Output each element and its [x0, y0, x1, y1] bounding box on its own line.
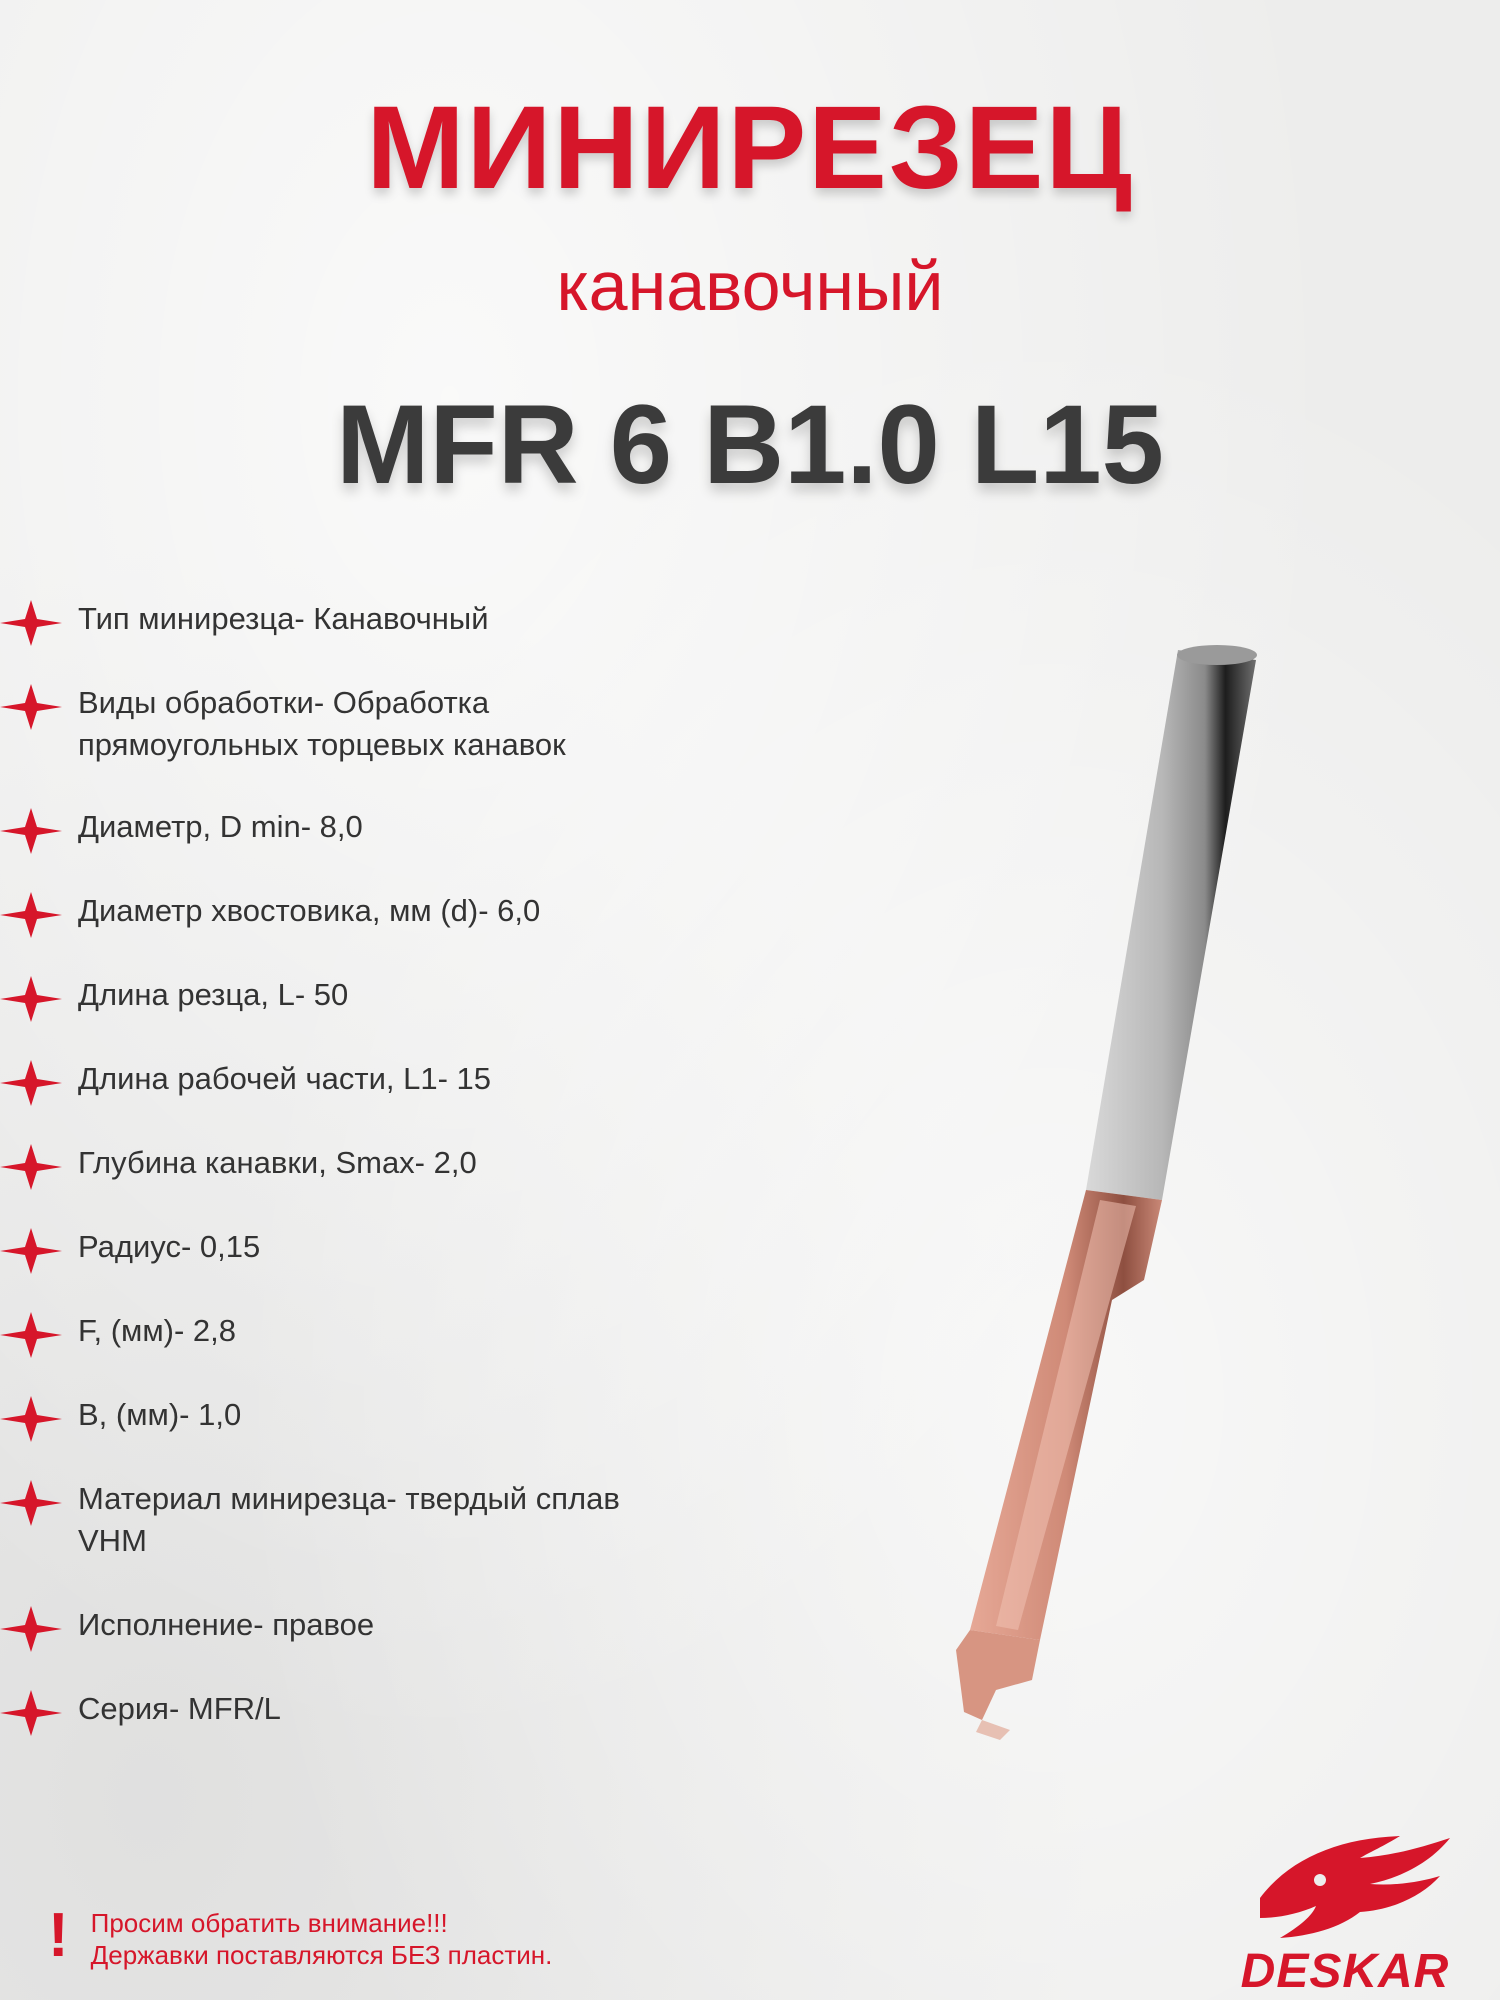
- spec-text-line: Длина резца, L- 50: [78, 977, 349, 1012]
- tool-coated-head: [956, 1190, 1162, 1740]
- spec-item: [0, 1226, 778, 1274]
- spec-text-line: Материал минирезца- твердый сплав: [78, 1481, 620, 1516]
- spec-item: [0, 598, 778, 646]
- spec-item: [0, 1310, 778, 1358]
- spec-item: [0, 1604, 778, 1652]
- page-subtitle: канавочный: [556, 247, 944, 325]
- star-bullet-icon: [0, 808, 62, 854]
- star-bullet-icon: [0, 976, 62, 1022]
- tool-illustration: [900, 640, 1340, 1760]
- star-bullet-icon: [0, 1690, 62, 1736]
- spec-item: [0, 682, 778, 766]
- spec-text-line: Глубина канавки, Smax- 2,0: [78, 1145, 477, 1180]
- star-bullet-icon: [0, 684, 62, 730]
- warning-icon: !: [48, 1901, 69, 1970]
- spec-item: [0, 1688, 778, 1736]
- star-bullet-icon: [0, 892, 62, 938]
- model-code: MFR 6 B1.0 L15: [336, 382, 1164, 507]
- spec-item: [0, 1478, 778, 1562]
- notice-line: Державки поставляются БЕЗ пластин.: [90, 1940, 553, 1970]
- star-bullet-icon: [0, 1228, 62, 1274]
- spec-item: [0, 1058, 778, 1106]
- page-title: МИНИРЕЗЕЦ: [366, 82, 1134, 214]
- spec-text-line: Диаметр, D min- 8,0: [78, 809, 363, 844]
- spec-item: [0, 806, 778, 854]
- notice-box: [48, 1901, 553, 1971]
- spec-text-line: Тип минирезца- Канавочный: [78, 601, 489, 636]
- spec-text-line: Длина рабочей части, L1- 15: [78, 1061, 492, 1096]
- spec-item: [0, 890, 778, 938]
- spec-text-line: Радиус- 0,15: [78, 1229, 261, 1264]
- star-bullet-icon: [0, 1480, 62, 1526]
- spec-item: [0, 1142, 778, 1190]
- spec-text-line: F, (мм)- 2,8: [78, 1313, 237, 1348]
- spec-text-line: B, (мм)- 1,0: [78, 1397, 242, 1432]
- star-bullet-icon: [0, 1606, 62, 1652]
- spec-text-line: Исполнение- правое: [78, 1607, 375, 1642]
- star-bullet-icon: [0, 1060, 62, 1106]
- star-bullet-icon: [0, 600, 62, 646]
- spec-text-line: прямоугольных торцевых канавок: [78, 727, 566, 762]
- spec-text-line: Серия- MFR/L: [78, 1691, 281, 1726]
- brand-name: DESKAR: [1240, 1945, 1450, 1998]
- star-bullet-icon: [0, 1312, 62, 1358]
- notice-line: Просим обратить внимание!!!: [90, 1908, 448, 1938]
- spec-text-line: Виды обработки- Обработка: [78, 685, 490, 720]
- star-bullet-icon: [0, 1396, 62, 1442]
- spec-text-line: Диаметр хвостовика, мм (d)- 6,0: [78, 893, 541, 928]
- spec-text-line: VHM: [78, 1523, 147, 1558]
- spec-item: [0, 1394, 778, 1442]
- spec-item: [0, 974, 778, 1022]
- tool-shank: [1086, 645, 1257, 1200]
- star-bullet-icon: [0, 1144, 62, 1190]
